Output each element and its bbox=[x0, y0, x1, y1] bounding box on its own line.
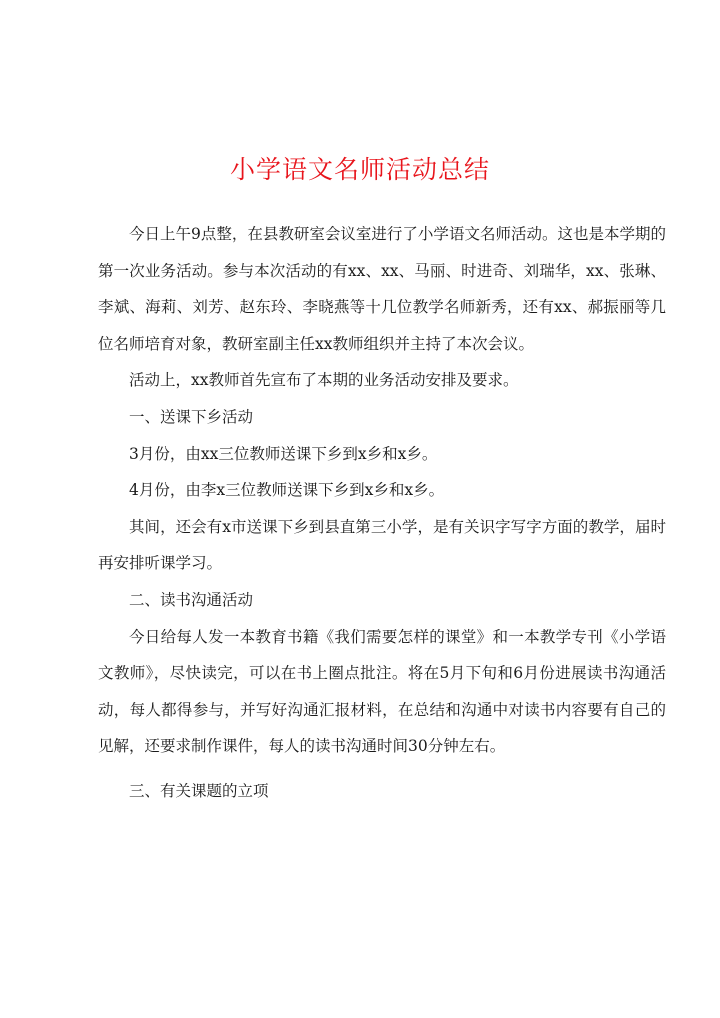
paragraph-intro: 今日上午9点整，在县教研室会议室进行了小学语文名师活动。这也是本学期的第一次业务活动。参与本次活动的有xx、xx、马丽、时进奇、刘瑞华，xx、张琳、李斌、海莉、刘芳、赵东玲、李晓燕等十几位教学名师新秀，还有xx、郝振丽等几位名师培育对象，教研室副主任xx教师组织并主持了本次会议。 bbox=[98, 225, 666, 353]
section-heading-1: 一、送课下乡活动 bbox=[129, 407, 254, 426]
paragraph-march: 3月份，由xx三位教师送课下乡到x乡和x乡。 bbox=[129, 444, 438, 463]
paragraph-reading: 今日给每人发一本教育书籍《我们需要怎样的课堂》和一本教学专刊《小学语文教师》，尽快读完，可以在书上圈点批注。将在5月下旬和6月份进展读书沟通活动，每人都得参与，并写好沟通汇报材料，在总结和沟通中对读书内容要有自己的见解，还要求制作课件，每人的读书沟通时间30分钟左右。 bbox=[98, 627, 666, 756]
paragraph-april: 4月份，由李x三位教师送课下乡到x乡和x乡。 bbox=[129, 481, 445, 500]
document-body bbox=[98, 216, 666, 810]
paragraph-arrangement: 活动上，xx教师首先宣布了本期的业务活动安排及要求。 bbox=[129, 371, 519, 390]
section-heading-2: 二、读书沟通活动 bbox=[129, 590, 254, 609]
paragraph-meanwhile: 其间，还会有x市送课下乡到县直第三小学，是有关识字写字方面的教学，届时再安排听课学习。 bbox=[98, 517, 666, 573]
document-title: 小学语文名师活动总结 bbox=[229, 155, 490, 184]
section-heading-3: 三、有关课题的立项 bbox=[129, 781, 269, 800]
